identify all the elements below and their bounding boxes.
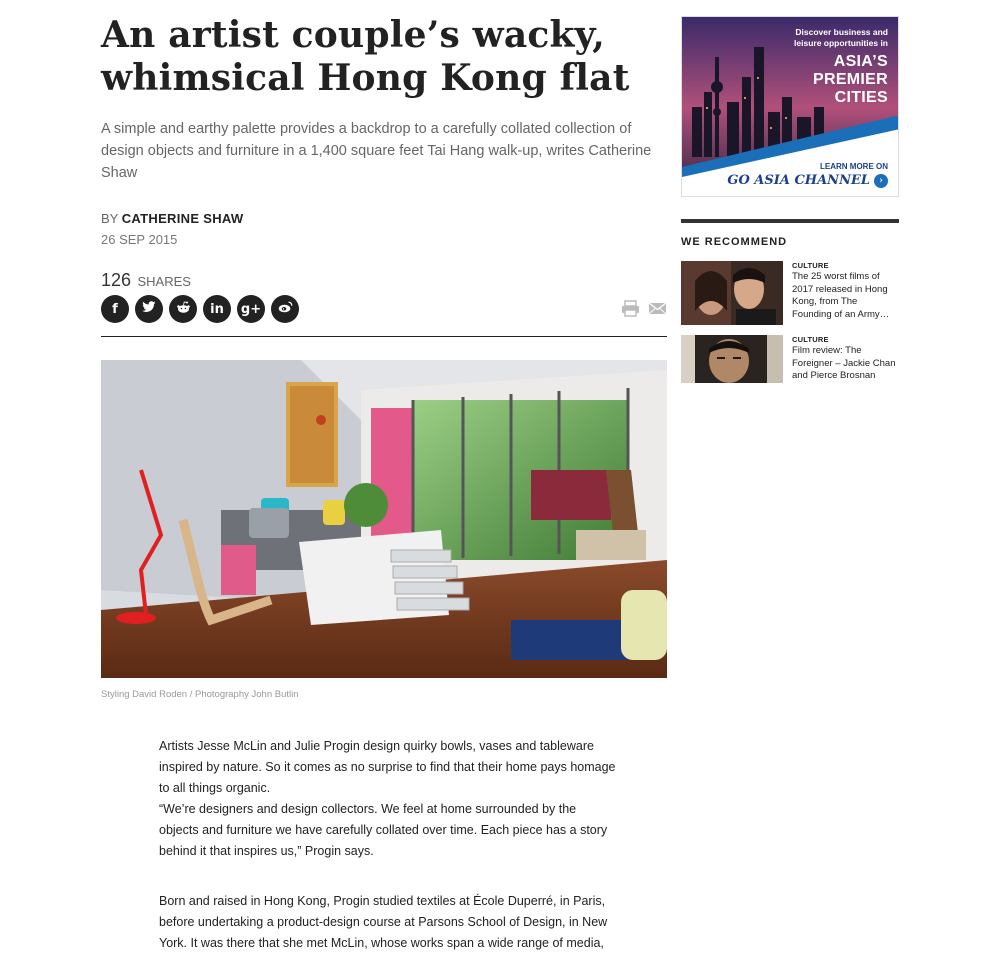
reddit-icon (176, 301, 191, 318)
article-tools (621, 300, 667, 322)
weibo-share-button[interactable] (271, 295, 299, 323)
recommend-headline[interactable]: The 25 worst films of 2017 released in Hong Kong, from The Founding of an Army… (792, 271, 890, 320)
facebook-icon: f (112, 301, 118, 317)
author-link[interactable]: CATHERINE SHAW (121, 211, 244, 226)
recommend-text (792, 335, 899, 383)
article-standfirst: A simple and earthy palette provides a backdrop to a carefully collated collection of design objects and furniture in a 1,400 square feet Tai Hang walk-up, writes Catherine Shaw (101, 121, 652, 181)
body-paragraph: Artists Jesse McLin and Julie Progin design quirky bowls, vases and tableware inspired by nature. So it comes as no surprise to find that their home pays homage to all things organic. (159, 739, 616, 795)
recommend-item[interactable] (681, 261, 899, 325)
article-body (159, 736, 619, 954)
share-count (101, 270, 191, 291)
linkedin-icon: in (210, 301, 224, 317)
body-paragraph: “We’re designers and design collectors. We feel at home surrounded by the objects and furniture we have carefully collated over time. Each piece has a story behind it that inspires us,” Progin says. (159, 802, 608, 858)
ad-headline-line: CITIES (834, 89, 888, 106)
recommend-text (792, 261, 899, 321)
recommend-category: CULTURE (792, 261, 829, 270)
twitter-icon (142, 301, 156, 317)
article-headline: An artist couple’s wacky, whimsical Hong Kong flat (101, 14, 630, 99)
ad-headline-line: ASIA’S (833, 53, 888, 70)
linkedin-share-button[interactable] (203, 295, 231, 323)
chevron-right-icon: › (874, 174, 888, 188)
recommend-item[interactable] (681, 335, 899, 383)
ad-tagline (794, 27, 888, 49)
ad-learn-more: LEARN MORE ON (820, 162, 888, 171)
recommend-heading: WE RECOMMEND (681, 236, 788, 248)
hero-caption: Styling David Roden / Photography John Butlin (101, 689, 299, 700)
publish-date: 26 SEP 2015 (101, 232, 178, 247)
print-icon[interactable] (621, 300, 640, 322)
recommend-thumbnail[interactable] (681, 261, 783, 325)
recommend-thumbnail[interactable] (681, 335, 783, 383)
weibo-icon (278, 301, 293, 317)
body-paragraph: Born and raised in Hong Kong, Progin studied textiles at École Duperré, in Paris, before undertaking a product-design course at Parsons School of Design, in New York. It was there that she met McLin, whose works span a wide range of media, (159, 894, 608, 950)
recommend-divider (681, 219, 899, 223)
social-share-bar (101, 295, 299, 323)
ad-tagline-line: leisure opportunities in (794, 38, 888, 48)
header-divider (101, 336, 667, 337)
byline (101, 211, 243, 226)
ad-channel-link[interactable] (727, 173, 888, 188)
ad-channel-label: GO ASIA CHANNEL (727, 173, 870, 188)
twitter-share-button[interactable] (135, 295, 163, 323)
google-plus-icon: g+ (240, 301, 262, 317)
reddit-share-button[interactable] (169, 295, 197, 323)
recommend-category: CULTURE (792, 335, 829, 344)
ad-headline-line: PREMIER (813, 71, 888, 88)
recommend-headline[interactable]: Film review: The Foreigner – Jackie Chan and Pierce Brosnan (792, 345, 896, 381)
hero-image (101, 360, 667, 678)
google-plus-share-button[interactable] (237, 295, 265, 323)
share-count-number: 126 (101, 270, 132, 290)
advertisement-banner[interactable] (681, 16, 899, 197)
facebook-share-button[interactable] (101, 295, 129, 323)
ad-headline (813, 53, 888, 107)
ad-tagline-line: Discover business and (795, 27, 888, 37)
email-icon[interactable] (648, 300, 667, 322)
byline-prefix: BY (101, 211, 119, 226)
share-count-label: SHARES (137, 274, 191, 289)
